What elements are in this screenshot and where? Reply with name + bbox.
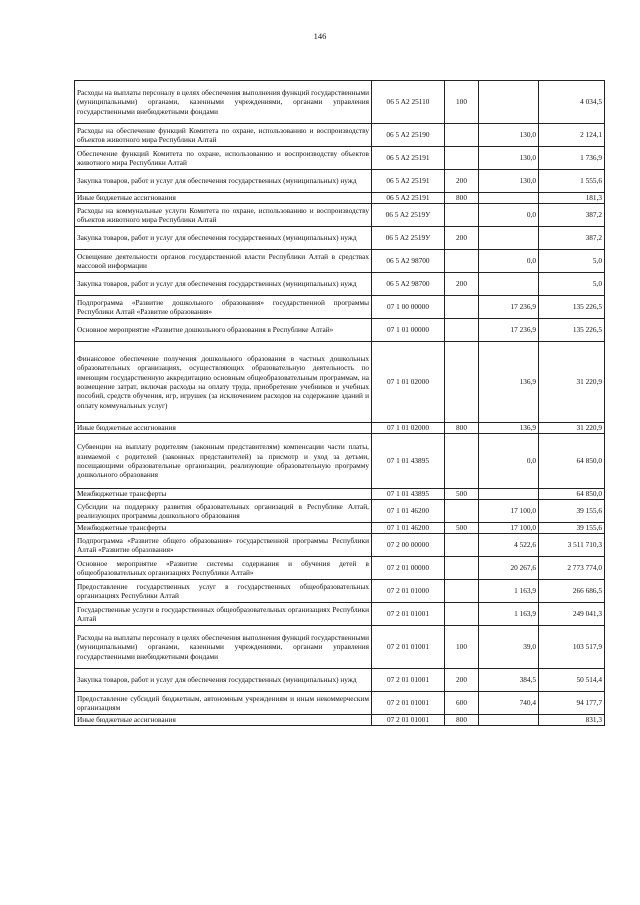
budget-table — [74, 80, 605, 726]
row-expense-type — [445, 580, 479, 603]
row-amount-1: 20 267,6 — [479, 557, 539, 580]
table-row — [75, 603, 605, 626]
row-code: 06 5 A2 25191 — [372, 193, 445, 204]
row-code: 07 1 01 43895 — [372, 489, 445, 500]
row-code: 07 1 01 46200 — [372, 523, 445, 534]
row-expense-type: 800 — [445, 423, 479, 434]
row-name: Предоставление субсидий бюджетным, автономным учреждениям и иным некоммерческим организациям — [75, 692, 372, 715]
row-expense-type — [445, 603, 479, 626]
row-amount-2: 39 155,6 — [539, 500, 605, 523]
row-code: 07 2 01 01001 — [372, 669, 445, 692]
row-expense-type — [445, 434, 479, 489]
row-amount-2: 387,2 — [539, 227, 605, 250]
row-amount-2: 387,2 — [539, 204, 605, 227]
row-expense-type — [445, 534, 479, 557]
row-name: Расходы на коммунальные услуги Комитета по охране, использованию и воспроизводству объектов животного мира Республики Алтай — [75, 204, 372, 227]
row-name: Финансовое обеспечение получения дошкольного образования в частных дошкольных образовательных организациях, осуществляющих образовательную деятельность по имеющим государственную аккредитацию основным общеобразовательным программам, на возмещение затрат, включая расходы на оплату труда, приобретение учебников и учебных пособий, средств обучения, игр, игрушек (за исключением расходов на содержание зданий и оплату коммунальных услуг) — [75, 342, 372, 423]
table-row — [75, 273, 605, 296]
row-expense-type: 500 — [445, 523, 479, 534]
table-row — [75, 204, 605, 227]
table-row — [75, 715, 605, 726]
row-name: Закупка товаров, работ и услуг для обеспечения государственных (муниципальных) нужд — [75, 273, 372, 296]
row-amount-1: 0,0 — [479, 434, 539, 489]
row-name: Иные бюджетные ассигнования — [75, 715, 372, 726]
row-expense-type — [445, 204, 479, 227]
row-amount-1 — [479, 193, 539, 204]
row-name: Основное мероприятие «Развитие системы содержания и обучения детей в общеобразовательных организациях Республики Алтай» — [75, 557, 372, 580]
row-expense-type — [445, 342, 479, 423]
row-expense-type: 600 — [445, 692, 479, 715]
row-expense-type — [445, 319, 479, 342]
row-code: 06 5 A2 25191 — [372, 170, 445, 193]
table-row — [75, 523, 605, 534]
row-code: 07 2 01 00000 — [372, 557, 445, 580]
row-amount-1: 136,9 — [479, 342, 539, 423]
row-code: 07 2 01 01001 — [372, 603, 445, 626]
row-code: 07 1 01 00000 — [372, 319, 445, 342]
row-name: Расходы на обеспечение функций Комитета по охране, использованию и воспроизводству объектов животного мира Республики Алтай — [75, 124, 372, 147]
row-expense-type: 800 — [445, 193, 479, 204]
row-name: Основное мероприятие «Развитие дошкольного образования в Республике Алтай» — [75, 319, 372, 342]
row-amount-1: 130,0 — [479, 147, 539, 170]
row-amount-1: 1 163,9 — [479, 603, 539, 626]
row-amount-1: 39,0 — [479, 626, 539, 669]
row-name: Предоставление государственных услуг в государственных общеобразовательных организациях Республики Алтай — [75, 580, 372, 603]
table-row — [75, 489, 605, 500]
row-amount-2: 3 511 710,3 — [539, 534, 605, 557]
row-code: 06 5 A2 98700 — [372, 250, 445, 273]
row-code: 07 2 01 01001 — [372, 626, 445, 669]
row-amount-1: 0,0 — [479, 250, 539, 273]
row-expense-type: 100 — [445, 626, 479, 669]
row-amount-2: 2 124,1 — [539, 124, 605, 147]
row-amount-1: 136,9 — [479, 423, 539, 434]
row-code: 06 5 A2 25191 — [372, 147, 445, 170]
table-row — [75, 580, 605, 603]
row-code: 07 2 01 01001 — [372, 692, 445, 715]
row-code: 06 5 A2 25110 — [372, 81, 445, 124]
row-name: Подпрограмма «Развитие дошкольного образования» государственной программы Республики Алтай «Развитие образования» — [75, 296, 372, 319]
row-expense-type: 500 — [445, 489, 479, 500]
table-row — [75, 500, 605, 523]
table-row — [75, 170, 605, 193]
row-amount-2: 5,0 — [539, 273, 605, 296]
row-amount-1: 17 100,0 — [479, 523, 539, 534]
row-name: Межбюджетные трансферты — [75, 523, 372, 534]
row-expense-type — [445, 557, 479, 580]
row-expense-type: 200 — [445, 170, 479, 193]
row-amount-1: 17 236,9 — [479, 296, 539, 319]
row-name: Иные бюджетные ассигнования — [75, 423, 372, 434]
row-name: Межбюджетные трансферты — [75, 489, 372, 500]
row-code: 07 1 00 00000 — [372, 296, 445, 319]
page-number: 146 — [313, 31, 327, 41]
table-row — [75, 296, 605, 319]
row-code: 07 1 01 43895 — [372, 434, 445, 489]
row-code: 07 1 01 02000 — [372, 342, 445, 423]
row-expense-type: 100 — [445, 81, 479, 124]
row-amount-1 — [479, 81, 539, 124]
row-amount-2: 266 686,5 — [539, 580, 605, 603]
table-row — [75, 534, 605, 557]
row-amount-2: 249 041,3 — [539, 603, 605, 626]
row-code: 07 1 01 02000 — [372, 423, 445, 434]
row-name: Закупка товаров, работ и услуг для обеспечения государственных (муниципальных) нужд — [75, 170, 372, 193]
table-row — [75, 147, 605, 170]
table-row — [75, 227, 605, 250]
row-amount-1 — [479, 273, 539, 296]
row-code: 06 5 A2 25190 — [372, 124, 445, 147]
table-row — [75, 557, 605, 580]
row-expense-type — [445, 500, 479, 523]
row-code: 06 5 A2 98700 — [372, 273, 445, 296]
row-amount-2: 181,3 — [539, 193, 605, 204]
table-row — [75, 250, 605, 273]
row-amount-2: 4 034,5 — [539, 81, 605, 124]
table-row — [75, 423, 605, 434]
row-amount-1: 4 522,6 — [479, 534, 539, 557]
row-amount-2: 135 226,5 — [539, 319, 605, 342]
row-name: Закупка товаров, работ и услуг для обеспечения государственных (муниципальных) нужд — [75, 227, 372, 250]
row-amount-1 — [479, 489, 539, 500]
row-amount-2: 64 850,0 — [539, 489, 605, 500]
row-name: Иные бюджетные ассигнования — [75, 193, 372, 204]
row-amount-1: 130,0 — [479, 124, 539, 147]
row-amount-2: 31 220,9 — [539, 342, 605, 423]
row-code: 06 5 A2 2519У — [372, 227, 445, 250]
row-amount-2: 1 736,9 — [539, 147, 605, 170]
row-name: Закупка товаров, работ и услуг для обеспечения государственных (муниципальных) нужд — [75, 669, 372, 692]
row-name: Обеспечение функций Комитета по охране, использованию и воспроизводству объектов животного мира Республики Алтай — [75, 147, 372, 170]
row-amount-2: 1 555,6 — [539, 170, 605, 193]
row-expense-type: 200 — [445, 227, 479, 250]
row-amount-1: 1 163,9 — [479, 580, 539, 603]
table-row — [75, 434, 605, 489]
table-row — [75, 319, 605, 342]
table-row — [75, 692, 605, 715]
row-amount-1: 130,0 — [479, 170, 539, 193]
row-amount-2: 31 220,9 — [539, 423, 605, 434]
row-code: 07 2 01 01001 — [372, 715, 445, 726]
row-expense-type — [445, 250, 479, 273]
row-name: Субвенции на выплату родителям (законным представителям) компенсации части платы, взимаемой с родителей (законных представителей) за присмотр и уход за детьми, посещающими образовательные организации, реализующие образовательную программу дошкольного образования — [75, 434, 372, 489]
row-amount-2: 2 773 774,0 — [539, 557, 605, 580]
row-name: Освещение деятельности органов государственной власти Республики Алтай в средствах массовой информации — [75, 250, 372, 273]
row-name: Подпрограмма «Развитие общего образования» государственной программы Республики Алтай «Развитие образования» — [75, 534, 372, 557]
row-amount-2: 831,3 — [539, 715, 605, 726]
row-amount-2: 135 226,5 — [539, 296, 605, 319]
row-amount-1: 17 236,9 — [479, 319, 539, 342]
row-amount-1 — [479, 715, 539, 726]
row-amount-2: 64 850,0 — [539, 434, 605, 489]
row-expense-type: 200 — [445, 273, 479, 296]
row-amount-1: 740,4 — [479, 692, 539, 715]
table-row — [75, 669, 605, 692]
row-amount-2: 39 155,6 — [539, 523, 605, 534]
table-row — [75, 193, 605, 204]
table-row — [75, 81, 605, 124]
row-amount-1 — [479, 227, 539, 250]
row-name: Расходы на выплаты персоналу в целях обеспечения выполнения функций государственными (муниципальными) органами, казенными учреждениями, органами управления государственными внебюджетными фондами — [75, 81, 372, 124]
row-amount-2: 5,0 — [539, 250, 605, 273]
row-amount-1: 384,5 — [479, 669, 539, 692]
row-name: Субсидии на поддержку развития образовательных организаций в Республике Алтай, реализующих программы дошкольного образования — [75, 500, 372, 523]
table-row — [75, 124, 605, 147]
table-row — [75, 626, 605, 669]
row-amount-2: 103 517,9 — [539, 626, 605, 669]
row-expense-type — [445, 124, 479, 147]
row-code: 06 5 A2 2519У — [372, 204, 445, 227]
row-amount-2: 94 177,7 — [539, 692, 605, 715]
row-code: 07 2 00 00000 — [372, 534, 445, 557]
row-name: Государственные услуги в государственных общеобразовательных организациях Республики Алтай — [75, 603, 372, 626]
row-amount-1: 0,0 — [479, 204, 539, 227]
row-amount-1: 17 100,0 — [479, 500, 539, 523]
row-name: Расходы на выплаты персоналу в целях обеспечения выполнения функций государственными (муниципальными) органами, казенными учреждениями, органами управления государственными внебюджетными фондами — [75, 626, 372, 669]
row-expense-type — [445, 296, 479, 319]
row-expense-type: 800 — [445, 715, 479, 726]
row-code: 07 1 01 46200 — [372, 500, 445, 523]
row-expense-type: 200 — [445, 669, 479, 692]
table-row — [75, 342, 605, 423]
row-expense-type — [445, 147, 479, 170]
row-amount-2: 50 514,4 — [539, 669, 605, 692]
row-code: 07 2 01 01000 — [372, 580, 445, 603]
